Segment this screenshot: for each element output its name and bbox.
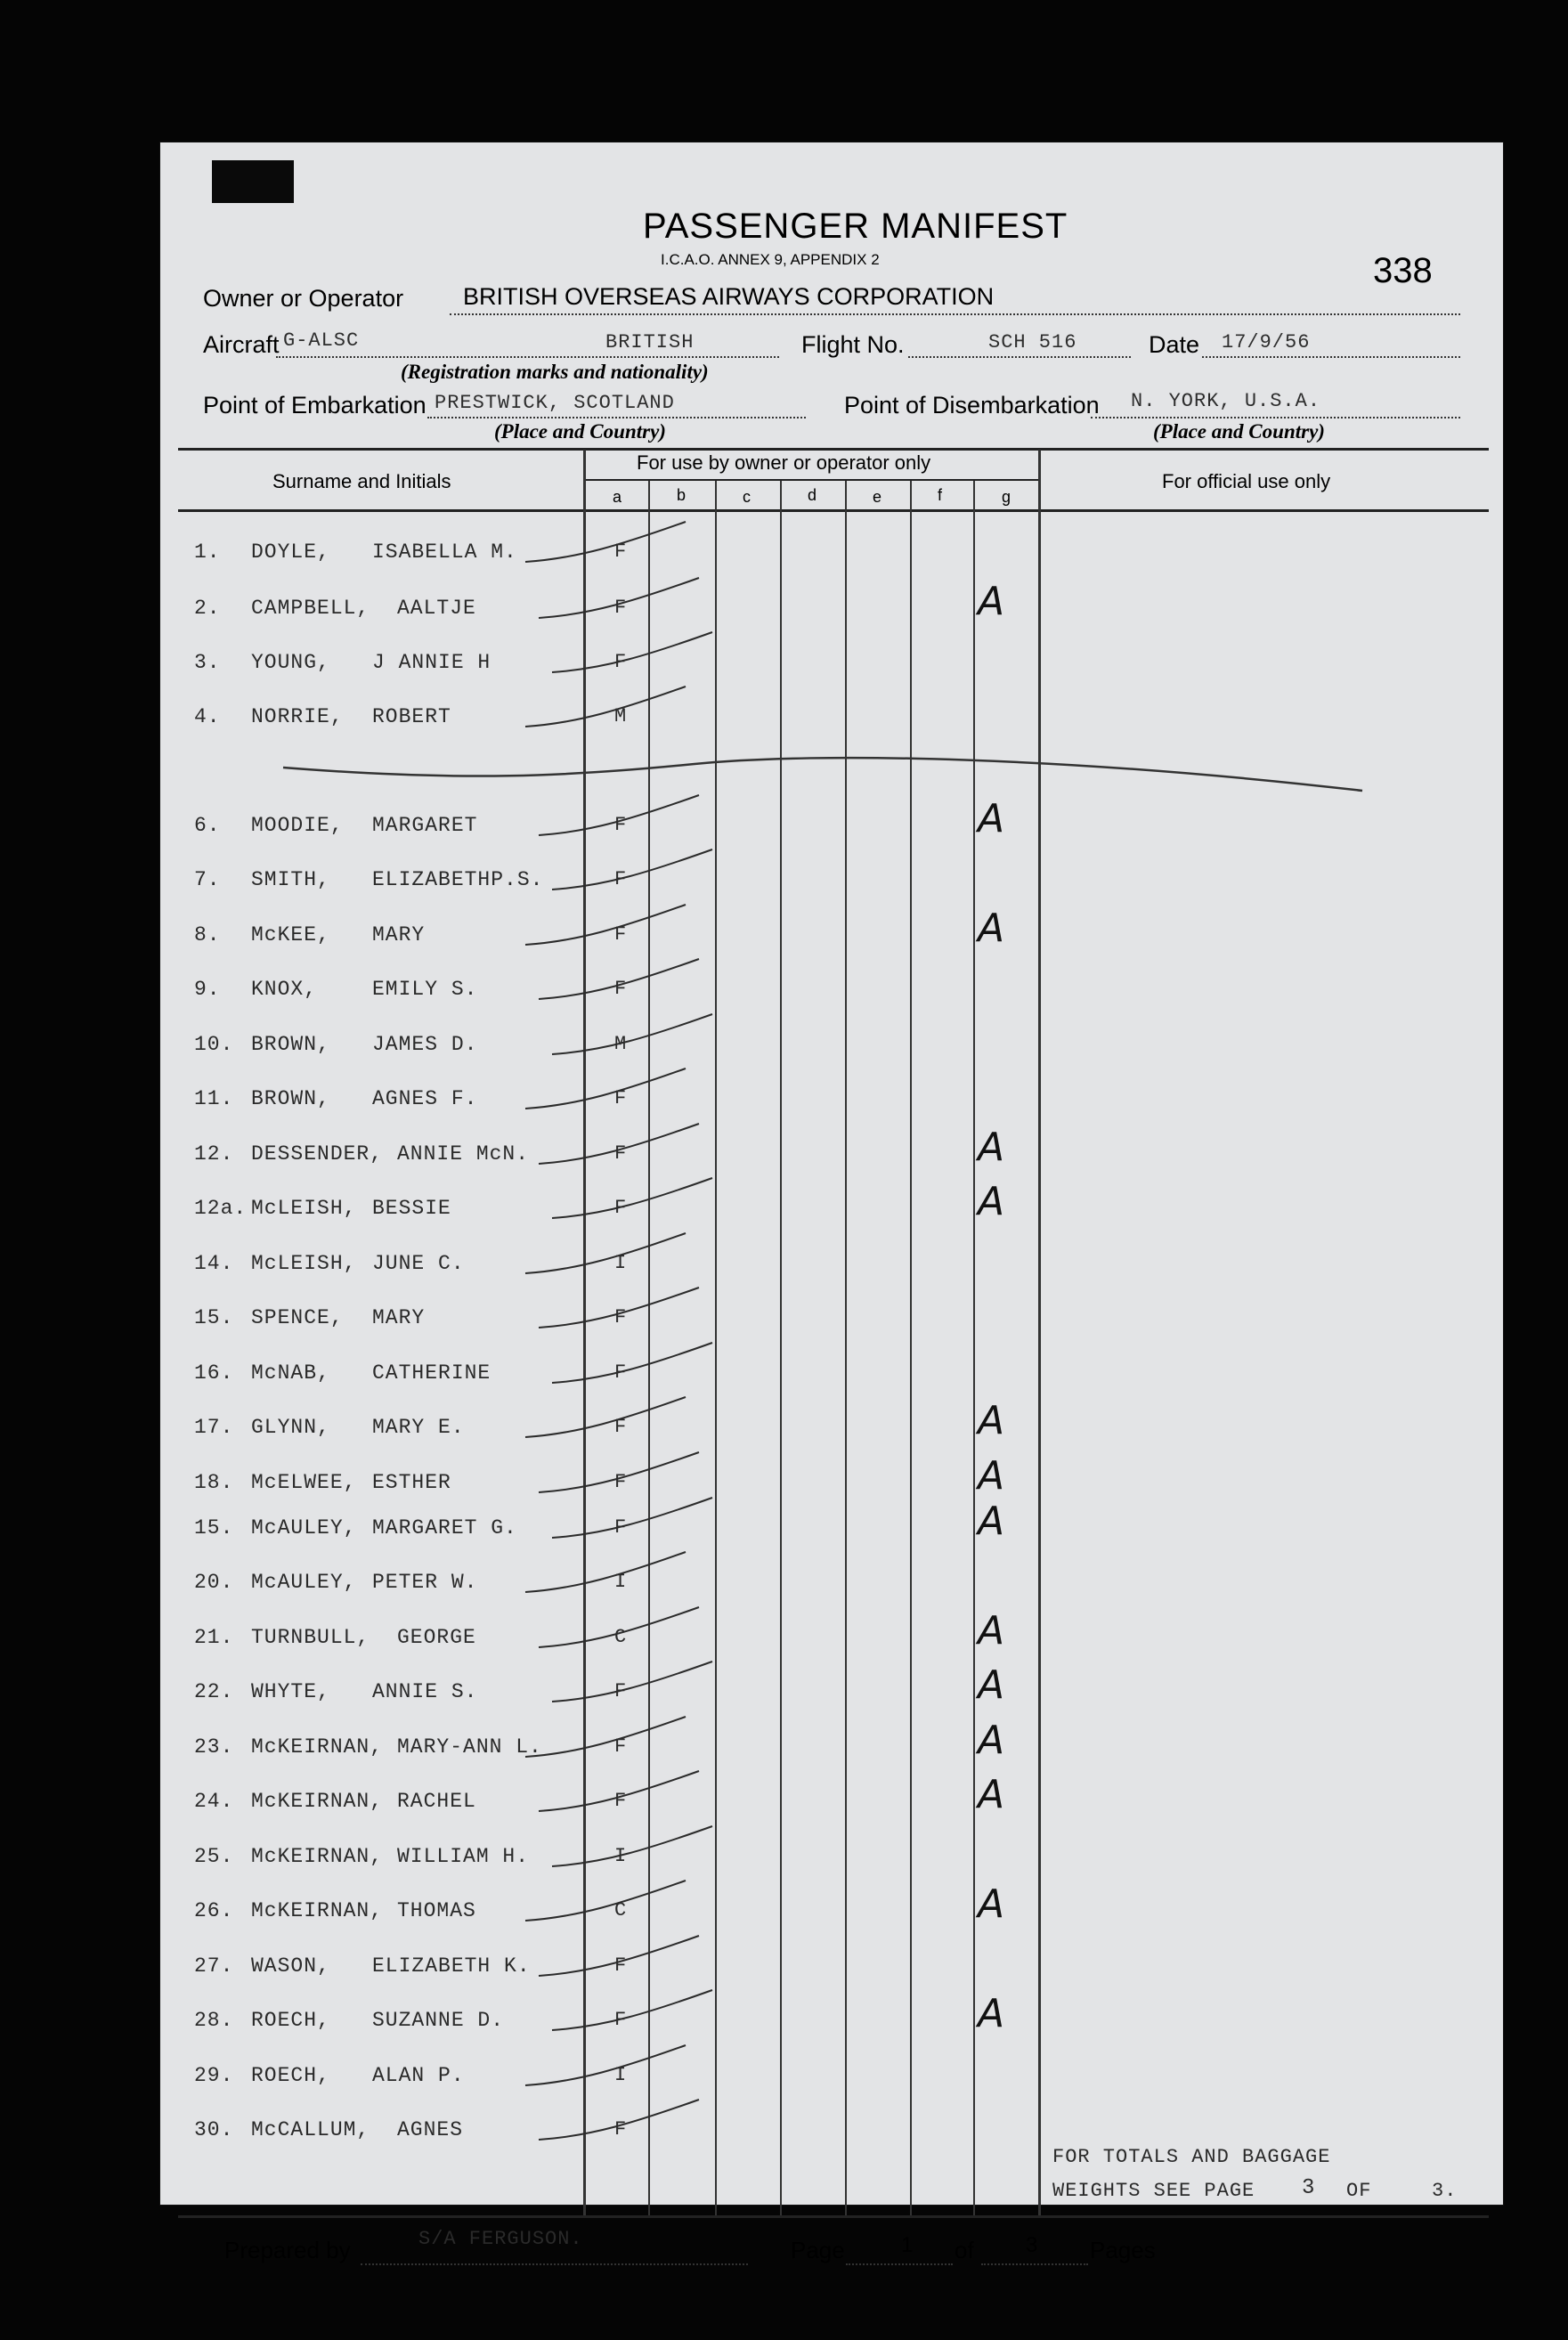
row-sex-code: I [614,2064,627,2086]
embark-note: (Place and Country) [494,420,666,443]
col-owner-use-header: For use by owner or operator only [637,451,931,474]
row-initials: THOMAS [397,1899,476,1922]
row-surname: ROECH, [251,2009,330,2032]
row-sex-code: F [614,1416,627,1438]
row-initials: WILLIAM H. [397,1845,530,1868]
page-label: Page [791,2237,845,2263]
row-initials: MARY [372,1306,426,1329]
totals-note-line1: FOR TOTALS AND BAGGAGE [1052,2146,1331,2168]
row-sex-code: C [614,1626,627,1648]
row-sex-code: F [614,1680,627,1702]
row-surname: SPENCE, [251,1306,344,1329]
row-sex-code: F [614,978,627,1000]
row-surname: YOUNG, [251,651,330,674]
row-sex-code: F [614,1087,627,1109]
aircraft-label: Aircraft [203,331,280,358]
row-sex-code: F [614,540,627,563]
row-initials: PETER W. [372,1571,478,1594]
row-sex-code: I [614,1571,627,1593]
row-number: 22. [194,1680,234,1703]
row-surname: McELWEE, [251,1471,357,1494]
row-surname: McLEISH, [251,1252,357,1275]
owner-value: BRITISH OVERSEAS AIRWAYS CORPORATION [463,283,995,310]
row-arrival-mark: A [978,1772,1005,1817]
row-arrival-mark: A [978,1179,1005,1224]
row-arrival-mark: A [978,1453,1005,1499]
row-number: 6. [194,814,221,837]
row-number: 3. [194,651,221,674]
row-surname: McKEIRNAN, [251,1790,384,1813]
row-initials: RACHEL [397,1790,476,1813]
row-number: 23. [194,1735,234,1759]
row-number: 2. [194,597,221,620]
row-sex-code: F [614,597,627,619]
row-sex-code: F [614,2118,627,2141]
owner-label: Owner or Operator [203,285,404,312]
row-initials: JUNE C. [372,1252,465,1275]
row-surname: MOODIE, [251,814,344,837]
row-sex-code: F [614,2009,627,2031]
row-surname: McLEISH, [251,1197,357,1220]
row-arrival-mark: A [978,906,1005,951]
row-arrival-mark: A [978,1718,1005,1763]
row-number: 26. [194,1899,234,1922]
row-sex-code: F [614,1954,627,1977]
totals-of: OF [1346,2180,1372,2202]
row-number: 18. [194,1471,234,1494]
row-surname: KNOX, [251,978,318,1001]
row-arrival-mark: A [978,796,1005,841]
row-sex-code: M [614,705,627,727]
row-surname: GLYNN, [251,1416,330,1439]
row-arrival-mark: A [978,1991,1005,2036]
row-number: 24. [194,1790,234,1813]
subcol-b: b [677,486,687,504]
page-corner-number: 338 [1373,251,1433,290]
row-sex-code: F [614,1735,627,1758]
row-number: 15. [194,1306,234,1329]
subcol-c: c [743,488,751,506]
row-initials: ANNIE McN. [397,1142,530,1166]
row-number: 11. [194,1087,234,1110]
row-sex-code: F [614,1790,627,1812]
page-subtitle: I.C.A.O. ANNEX 9, APPENDIX 2 [661,251,880,268]
flight-value: SCH 516 [988,331,1077,353]
row-number: 14. [194,1252,234,1275]
subcol-f: f [938,486,943,504]
row-arrival-mark: A [978,1125,1005,1170]
row-initials: ELIZABETH K. [372,1954,531,1978]
row-sex-code: F [614,814,627,836]
row-initials: ISABELLA M. [372,540,517,564]
row-surname: WASON, [251,1954,330,1978]
row-number: 10. [194,1033,234,1056]
row-initials: MARY-ANN L. [397,1735,542,1759]
row-arrival-mark: A [978,1662,1005,1708]
prepared-label: Prepared by [224,2237,351,2263]
row-initials: MARGARET [372,814,478,837]
disembark-note: (Place and Country) [1153,420,1325,443]
row-number: 21. [194,1626,234,1649]
row-surname: McKEE, [251,923,330,947]
row-sex-code: F [614,868,627,890]
row-initials: MARY [372,923,426,947]
subcol-e: e [873,488,882,506]
row-number: 29. [194,2064,234,2087]
row-initials: AGNES F. [372,1087,478,1110]
row-initials: CATHERINE [372,1361,492,1385]
row-surname: DOYLE, [251,540,330,564]
row-surname: McKEIRNAN, [251,1899,384,1922]
row-surname: CAMPBELL, [251,597,370,620]
disembark-label: Point of Disembarkation [844,392,1100,418]
row-sex-code: F [614,1516,627,1539]
row-surname: DESSENDER, [251,1142,384,1166]
row-surname: BROWN, [251,1033,330,1056]
row-number: 12. [194,1142,234,1166]
row-initials: EMILY S. [372,978,478,1001]
row-number: 30. [194,2118,234,2141]
row-sex-code: F [614,1361,627,1384]
row-sex-code: F [614,1471,627,1493]
row-sex-code: I [614,1252,627,1274]
flight-label: Flight No. [801,331,905,358]
row-number: 8. [194,923,221,947]
row-surname: ROECH, [251,2064,330,2087]
row-arrival-mark: A [978,1608,1005,1653]
registration-note: (Registration marks and nationality) [401,361,709,383]
row-initials: MARGARET G. [372,1516,517,1540]
row-sex-code: C [614,1899,627,1922]
row-surname: TURNBULL, [251,1626,370,1649]
row-number: 17. [194,1416,234,1439]
row-surname: BROWN, [251,1087,330,1110]
of-value: 3 [1026,2233,1038,2257]
row-surname: McKEIRNAN, [251,1735,384,1759]
row-surname: NORRIE, [251,705,344,728]
row-surname: WHYTE, [251,1680,330,1703]
subcol-d: d [808,486,817,504]
row-number: 1. [194,540,221,564]
row-surname: McNAB, [251,1361,330,1385]
embark-value: PRESTWICK, SCOTLAND [435,392,675,414]
col-official-header: For official use only [1162,470,1331,492]
row-number: 28. [194,2009,234,2032]
disembark-value: N. YORK, U.S.A. [1131,390,1321,412]
prepared-value: S/A FERGUSON. [418,2228,583,2250]
totals-page: 3 [1302,2176,1316,2200]
totals-total: 3. [1432,2180,1458,2202]
row-initials: J ANNIE H [372,651,492,674]
row-initials: ROBERT [372,705,451,728]
embark-label: Point of Embarkation [203,392,427,418]
row-initials: ANNIE S. [372,1680,478,1703]
page-title: PASSENGER MANIFEST [643,207,1068,246]
row-number: 25. [194,1845,234,1868]
row-surname: McCALLUM, [251,2118,370,2141]
row-surname: McKEIRNAN, [251,1845,384,1868]
row-number: 16. [194,1361,234,1385]
row-initials: MARY E. [372,1416,465,1439]
row-number: 9. [194,978,221,1001]
corner-tab [212,160,294,203]
row-arrival-mark: A [978,579,1005,624]
row-number: 4. [194,705,221,728]
date-value: 17/9/56 [1222,331,1311,353]
row-sex-code: F [614,923,627,946]
row-initials: SUZANNE D. [372,2009,505,2032]
subcol-a: a [613,488,622,506]
row-number: 12a. [194,1197,248,1220]
row-initials: AGNES [397,2118,464,2141]
row-arrival-mark: A [978,1499,1005,1544]
row-initials: GEORGE [397,1626,476,1649]
row-number: 15. [194,1516,234,1540]
row-sex-code: F [614,1142,627,1165]
row-initials: AALTJE [397,597,476,620]
row-arrival-mark: A [978,1881,1005,1927]
row-surname: SMITH, [251,868,330,891]
row-initials: ALAN P. [372,2064,465,2087]
totals-note-line2: WEIGHTS SEE PAGE [1052,2180,1255,2202]
pages-label: Pages [1090,2237,1156,2263]
row-number: 27. [194,1954,234,1978]
row-sex-code: F [614,1306,627,1328]
row-initials: BESSIE [372,1197,451,1220]
page-value: 1 [901,2233,914,2257]
row-sex-code: F [614,651,627,673]
row-number: 20. [194,1571,234,1594]
row-surname: McAULEY, [251,1516,357,1540]
row-sex-code: F [614,1197,627,1219]
row-initials: ESTHER [372,1471,451,1494]
subcol-g: g [1002,488,1011,506]
of-label: of [955,2237,974,2263]
date-label: Date [1149,331,1200,358]
row-sex-code: M [614,1033,627,1055]
aircraft-value: G-ALSC [283,329,360,352]
nationality-value: BRITISH [605,331,695,353]
row-initials: ELIZABETHP.S. [372,868,544,891]
col-surname-header: Surname and Initials [272,470,451,492]
row-surname: McAULEY, [251,1571,357,1594]
row-initials: JAMES D. [372,1033,478,1056]
row-number: 7. [194,868,221,891]
row-arrival-mark: A [978,1398,1005,1443]
row-sex-code: I [614,1845,627,1867]
